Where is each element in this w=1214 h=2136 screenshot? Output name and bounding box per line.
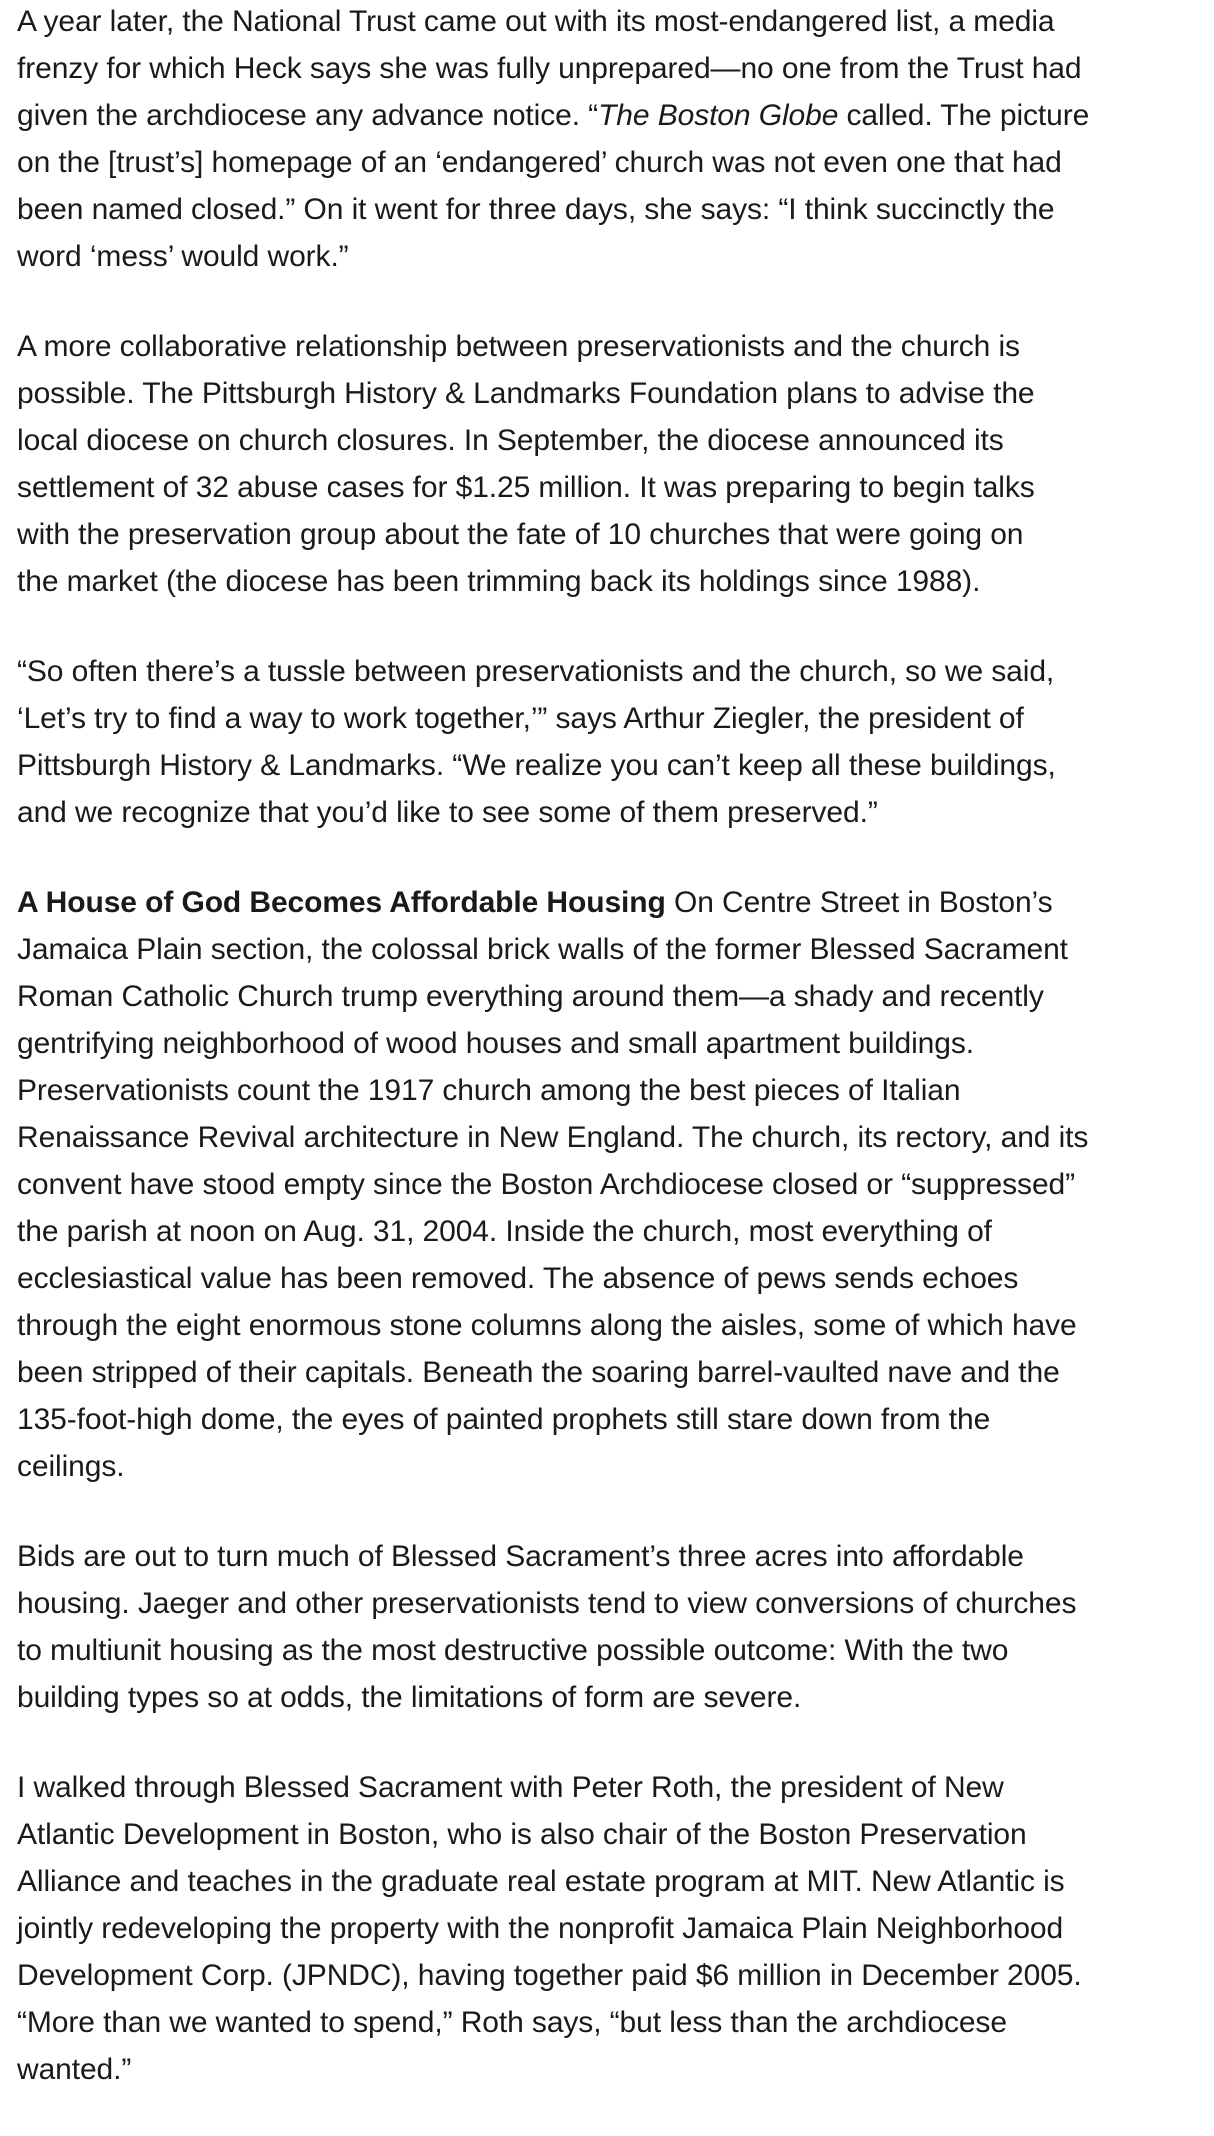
text-line: A more collaborative relationship between preservationists and the church is — [17, 330, 1020, 363]
text-line: Pittsburgh History & Landmarks. “We realize you can’t keep all these buildings, — [17, 749, 1056, 782]
text-line: Atlantic Development in Boston, who is also chair of the Boston Preservation — [17, 1818, 1027, 1851]
text-line: gentrifying neighborhood of wood houses and small apartment buildings. — [17, 1027, 974, 1060]
text-line: Roman Catholic Church trump everything around them—a shady and recently — [17, 980, 1044, 1013]
text-line: A year later, the National Trust came out with its most-endangered list, a media — [17, 5, 1055, 38]
text-line: jointly redeveloping the property with the nonprofit Jamaica Plain Neighborhood — [17, 1912, 1064, 1945]
text-line: ceilings. — [17, 1450, 125, 1483]
text-line: Alliance and teaches in the graduate real estate program at MIT. New Atlantic is — [17, 1865, 1065, 1898]
article-paragraph — [17, 1764, 1202, 2093]
text-line: I walked through Blessed Sacrament with Peter Roth, the president of New — [17, 1771, 1004, 1804]
article-paragraph — [17, 0, 1202, 280]
text-line: 135-foot-high dome, the eyes of painted prophets still stare down from the — [17, 1403, 991, 1436]
text-line: and we recognize that you’d like to see some of them preserved.” — [17, 796, 878, 829]
text-line: settlement of 32 abuse cases for $1.25 million. It was preparing to begin talks — [17, 471, 1035, 504]
article-paragraph — [17, 648, 1202, 836]
text-fragment: called. The picture — [838, 99, 1090, 132]
text-line: Renaissance Revival architecture in New England. The church, its rectory, and its — [17, 1121, 1089, 1154]
article-paragraph — [17, 879, 1202, 1490]
text-line: ‘Let’s try to find a way to work together,’” says Arthur Ziegler, the president of — [17, 702, 1024, 735]
text-line: building types so at odds, the limitations of form are severe. — [17, 1681, 802, 1714]
text-line: wanted.” — [17, 2053, 132, 2086]
text-line: been stripped of their capitals. Beneath the soaring barrel-vaulted nave and the — [17, 1356, 1060, 1389]
text-line: to multiunit housing as the most destructive possible outcome: With the two — [17, 1634, 1009, 1667]
text-line: Jamaica Plain section, the colossal brick walls of the former Blessed Sacrament — [17, 933, 1068, 966]
text-line: the market (the diocese has been trimming back its holdings since 1988). — [17, 565, 981, 598]
text-line: Development Corp. (JPNDC), having together paid $6 million in December 2005. — [17, 1959, 1082, 1992]
text-line: on the [trust’s] homepage of an ‘endangered’ church was not even one that had — [17, 146, 1062, 179]
text-line: possible. The Pittsburgh History & Landmarks Foundation plans to advise the — [17, 377, 1035, 410]
article-paragraph — [17, 1533, 1202, 1721]
text-line: with the preservation group about the fate of 10 churches that were going on — [17, 518, 1024, 551]
text-line: frenzy for which Heck says she was fully unprepared—no one from the Trust had — [17, 52, 1082, 85]
text-line: convent have stood empty since the Boston Archdiocese closed or “suppressed” — [17, 1168, 1076, 1201]
text-line — [17, 879, 1202, 926]
text-line: ecclesiastical value has been removed. The absence of pews sends echoes — [17, 1262, 1019, 1295]
text-fragment: given the archdiocese any advance notice. “ — [17, 99, 599, 132]
text-line: Preservationists count the 1917 church among the best pieces of Italian — [17, 1074, 961, 1107]
text-line: the parish at noon on Aug. 31, 2004. Inside the church, most everything of — [17, 1215, 992, 1248]
text-line: “So often there’s a tussle between preservationists and the church, so we said, — [17, 655, 1055, 688]
article-body — [17, 0, 1202, 2136]
text-line: been named closed.” On it went for three days, she says: “I think succinctly the — [17, 193, 1055, 226]
publication-title: The Boston Globe — [598, 99, 839, 132]
text-fragment: On Centre Street in Boston’s — [665, 886, 1053, 919]
text-line: word ‘mess’ would work.” — [17, 240, 349, 273]
text-line: “More than we wanted to spend,” Roth says, “but less than the archdiocese — [17, 2006, 1007, 2039]
text-line: Bids are out to turn much of Blessed Sacrament’s three acres into affordable — [17, 1540, 1024, 1573]
section-heading: A House of God Becomes Affordable Housing — [17, 886, 666, 919]
article-paragraph — [17, 323, 1202, 605]
text-line: housing. Jaeger and other preservationists tend to view conversions of churches — [17, 1587, 1077, 1620]
text-line — [17, 92, 1202, 139]
text-line: local diocese on church closures. In September, the diocese announced its — [17, 424, 1004, 457]
text-line: through the eight enormous stone columns along the aisles, some of which have — [17, 1309, 1077, 1342]
